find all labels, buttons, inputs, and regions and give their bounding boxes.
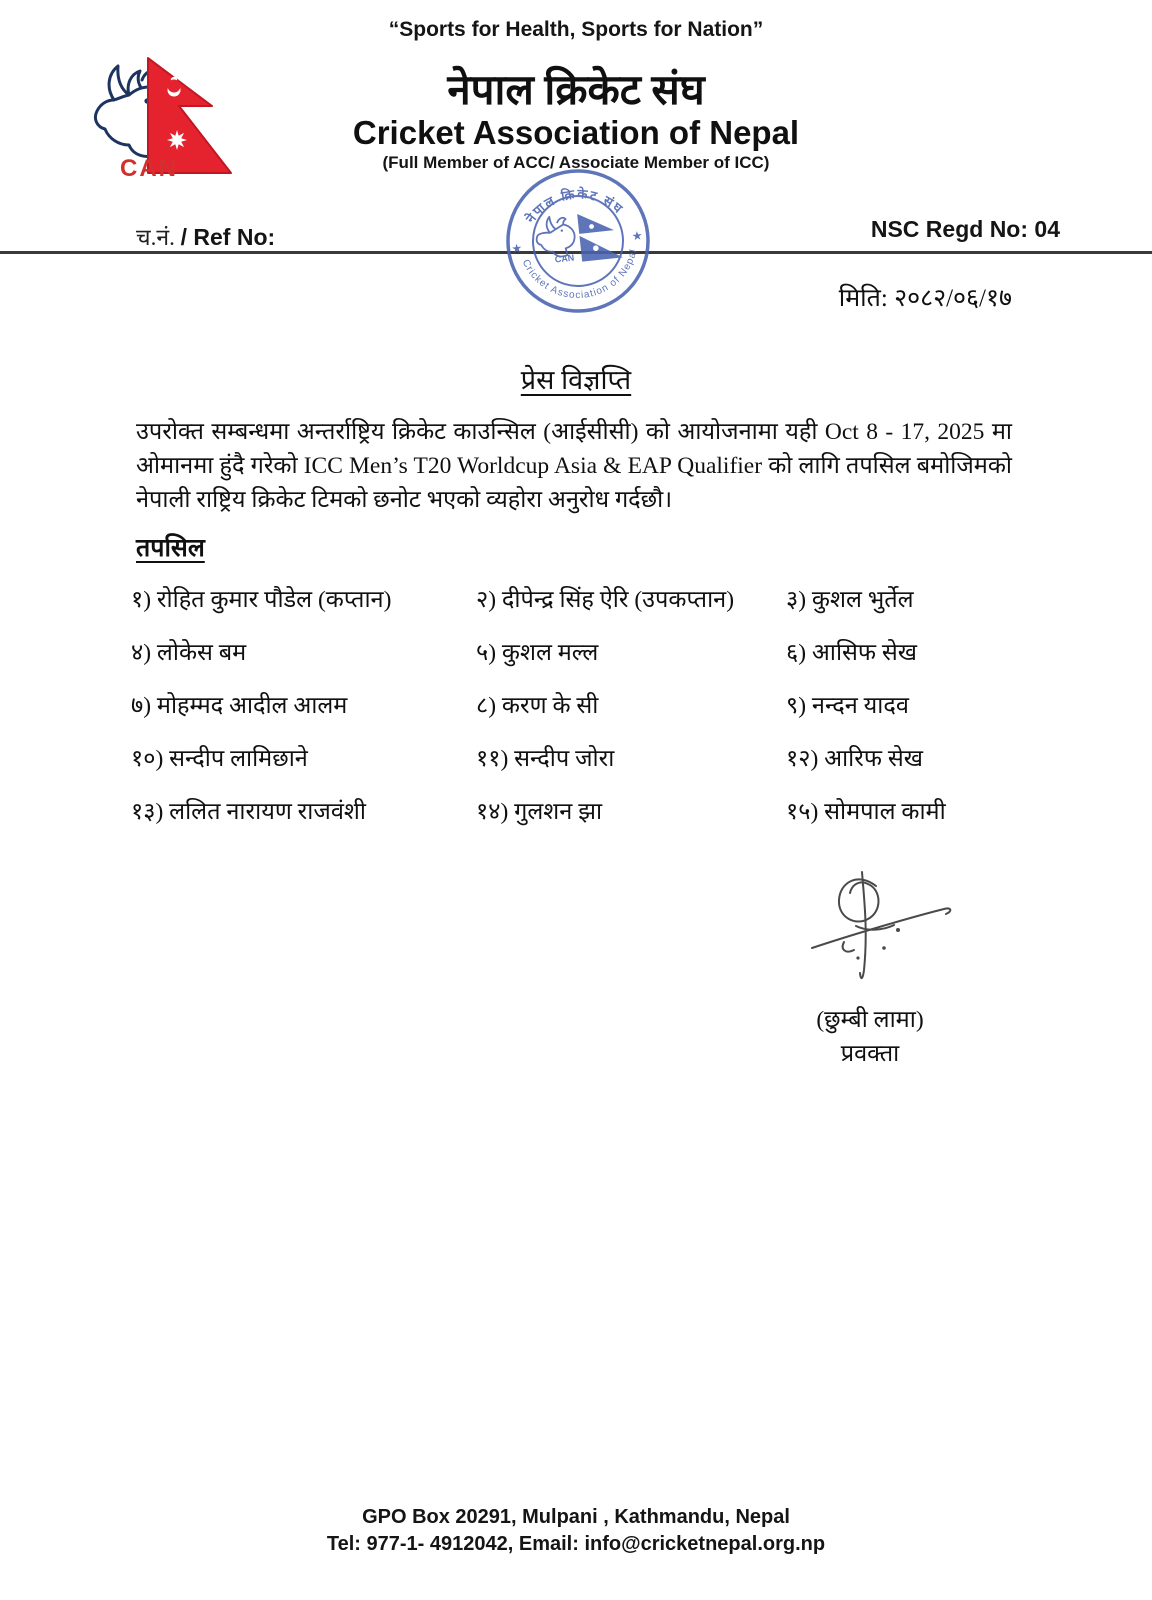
player-item: १) रोहित कुमार पौडेल (कप्तान)	[131, 587, 392, 613]
signature-scribble	[798, 868, 968, 996]
signatory-title: प्रवक्ता	[840, 1041, 900, 1067]
player-item: १५) सोमपाल कामी	[786, 799, 946, 825]
player-item: १०) सन्दीप लामिछाने	[131, 746, 308, 772]
signatory-name: (छुम्बी लामा)	[816, 1007, 924, 1033]
list-heading: तपसिल	[136, 535, 205, 562]
footer	[0, 1504, 1152, 1558]
org-name-english: Cricket Association of Nepal	[352, 114, 800, 151]
player-item: ११) सन्दीप जोरा	[476, 746, 615, 772]
player-item: ८) करण के सी	[476, 693, 599, 719]
ref-label-english: / Ref No:	[180, 224, 276, 250]
ref-no-label	[136, 220, 275, 252]
body-paragraph: उपरोक्त सम्बन्धमा अन्तर्राष्ट्रिय क्रिकेट काउन्सिल (आईसीसी) को आयोजनामा यही Oct 8 - 17, 2025 मा ओमानमा हुंदै गरेको ICC Men’s T20 Worldcup Asia & EAP Qualifier को लागि तपसिल बमोजिमको नेपाली राष्ट्रिय क्रिकेट टिमको छनोट भएको व्यहोरा अनुरोध गर्दछौ।	[136, 419, 1012, 513]
player-item: ३) कुशल भुर्तेल	[786, 587, 914, 613]
footer-contact: Tel: 977-1- 4912042, Email: info@cricketnepal.org.np	[326, 1533, 826, 1555]
player-item: ४) लोकेस बम	[131, 640, 247, 666]
svg-text:नेपाल क्रिकेट संघ	[519, 181, 628, 228]
org-name-nepali: नेपाल क्रिकेट संघ	[447, 68, 705, 114]
player-item: २) दीपेन्द्र सिंह ऐरि (उपकप्तान)	[476, 587, 735, 613]
date-line: मिति: २०८२/०६/१७	[838, 285, 1012, 312]
nsc-regd-no: NSC Regd No: 04	[870, 216, 1060, 242]
stamp-star-left-icon: ★	[510, 240, 523, 256]
membership-line: (Full Member of ACC/ Associate Member of ICC)	[382, 153, 770, 172]
player-item: ९) नन्दन यादव	[786, 693, 909, 719]
stamp-bottom-text: Cricket Association of Nepal	[519, 247, 640, 302]
logo-acronym: CAN	[120, 155, 178, 181]
ref-label-nepali: च.नं.	[136, 225, 175, 250]
player-item: ६) आसिफ सेख	[786, 640, 918, 666]
stamp-top-text: नेपाल क्रिकेट संघ	[522, 186, 627, 226]
player-list	[131, 582, 1011, 847]
stamp-acronym: CAN	[554, 252, 575, 265]
player-item: १४) गुलशन झा	[476, 799, 603, 825]
footer-address: GPO Box 20291, Mulpani , Kathmandu, Nepal	[362, 1506, 790, 1528]
press-release-heading: प्रेस विज्ञप्ति	[520, 365, 632, 395]
player-item: ७) मोहम्मद आदील आलम	[131, 693, 348, 719]
player-item: १२) आरिफ सेख	[786, 746, 923, 772]
player-item: ५) कुशल मल्ल	[476, 640, 599, 666]
tagline: “Sports for Health, Sports for Nation”	[388, 18, 764, 41]
player-item: १३) ललित नारायण राजवंशी	[131, 799, 366, 825]
stamp-star-right-icon: ★	[631, 228, 644, 244]
